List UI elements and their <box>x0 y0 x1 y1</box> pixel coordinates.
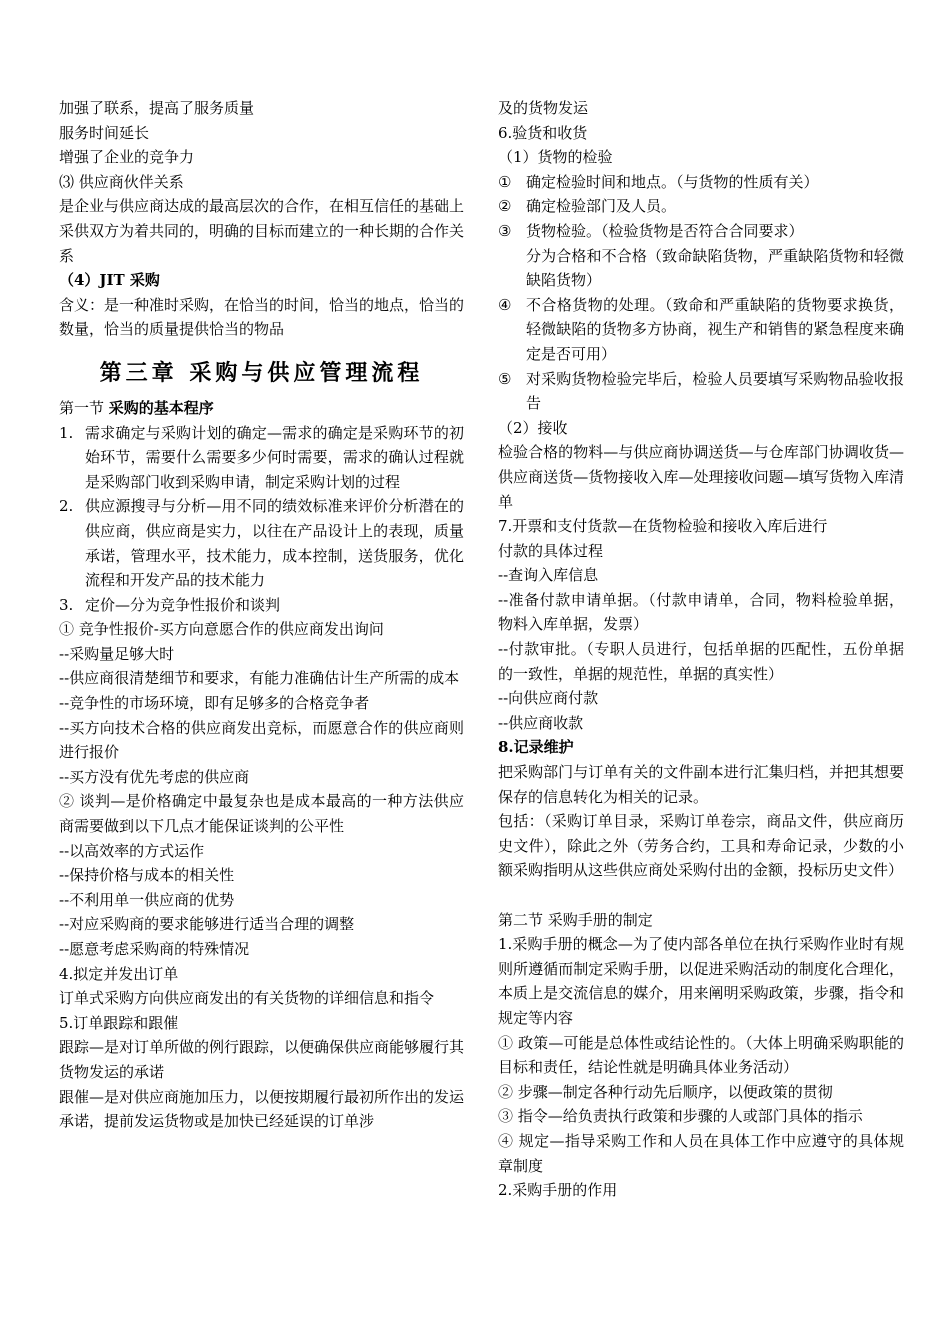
inspection-item <box>498 194 904 219</box>
text-line: ⑶ 供应商伙伴关系 <box>59 172 184 191</box>
item-text: 需求确定与采购计划的确定—需求的确定是采购环节的初始环节，需要什么需要多少何时需要，需求的确认过程就是采购部门收到采购申请，制定采购计划的过程 <box>85 423 464 491</box>
text-line: （2）接收 <box>498 418 568 437</box>
numbered-item <box>59 494 464 592</box>
text-line: 2.采购手册的作用 <box>498 1181 618 1200</box>
text-line: --采购量足够大时 <box>59 644 175 663</box>
text-line: ① 政策—可能是总体性或结论性的。（大体上明确采购职能的目标和责任，结论性就是明确具体业务活动） <box>498 1033 904 1077</box>
item-text: 对采购货物检验完毕后，检验人员要填写采购物品验收报告 <box>526 369 904 413</box>
text-line: 跟催—是对供应商施加压力，以便按期履行最初所作出的发运承诺，提前发运货物或是加快已经延误的订单涉 <box>59 1087 465 1131</box>
text-line: 增强了企业的竞争力 <box>59 148 195 167</box>
text-line: --竞争性的市场环境，即有足够多的合格竞争者 <box>59 694 370 713</box>
item-number: ② <box>498 197 512 216</box>
spacer <box>498 883 904 908</box>
text-line: --以高效率的方式运作 <box>59 841 205 860</box>
text-line: 5.订单跟踪和跟催 <box>59 1013 179 1032</box>
inspection-subtext: 分为合格和不合格（致命缺陷货物，严重缺陷货物和轻微缺陷货物） <box>526 246 904 290</box>
text-line: --供应商收款 <box>498 713 584 732</box>
text-line: 包括：（采购订单目录，采购订单卷宗，商品文件，供应商历史文件），除此之外（劳务合约，工具和寿命记录，少数的小额采购指明从这些供应商处采购付出的金额，投标历史文件） <box>498 812 904 880</box>
section-heading <box>59 396 464 421</box>
text-line: 检验合格的物料—与供应商协调送货—与仓库部门协调收货—供应商送货—货物接收入库—处理接收问题—填写货物入库清单 <box>498 443 904 511</box>
text-line: --供应商很清楚细节和要求，有能力准确估计生产所需的成本 <box>59 669 460 688</box>
text-line: 跟踪—是对订单所做的例行跟踪，以便确保供应商能够履行其货物发运的承诺 <box>59 1038 465 1081</box>
item-text: 确定检验部门及人员。 <box>526 197 677 216</box>
text-line: 把采购部门与订单有关的文件副本进行汇集归档，并把其想要保存的信息转化为相关的记录。 <box>498 763 904 806</box>
section-title: 采购的基本程序 <box>108 398 214 417</box>
inspection-item <box>498 219 904 244</box>
item-number: 3. <box>59 595 74 614</box>
text-line: ④ 规定—指导采购工作和人员在具体工作中应遵守的具体规章制度 <box>498 1131 904 1175</box>
numbered-item <box>59 593 464 618</box>
item-text: 供应源搜寻与分析—用不同的绩效标准来评价分析潜在的供应商，供应商是实力，以往在产品设计上的表现，质量承诺，管理水平，技术能力，成本控制，送货服务，优化流程和开发产品的技术能力 <box>85 497 464 590</box>
text-line: --买方没有优先考虑的供应商 <box>59 767 250 786</box>
text-line: 服务时间延长 <box>59 123 150 142</box>
text-line: --买方向技术合格的供应商发出竞标，而愿意合作的供应商则进行报价 <box>59 718 464 762</box>
item-number: 2. <box>59 497 74 516</box>
text-line: ② 步骤—制定各种行动先后顺序，以便政策的贯彻 <box>498 1082 833 1101</box>
text-line: 6.验货和收货 <box>498 123 588 142</box>
item-number: ④ <box>498 295 512 314</box>
text-line: 4.拟定并发出订单 <box>59 964 179 983</box>
text-line: --对应采购商的要求能够进行适当合理的调整 <box>59 915 355 934</box>
paragraph: 是企业与供应商达成的最高层次的合作，在相互信任的基础上采供双方为着共同的，明确的目标而建立的一种长期的合作关系 <box>59 197 465 265</box>
text-line: --不利用单一供应商的优势 <box>59 890 235 909</box>
inspection-item <box>498 170 904 195</box>
left-column <box>59 96 464 1134</box>
inspection-item <box>498 293 904 367</box>
text-line: 7.开票和支付货款—在货物检验和接收入库后进行 <box>498 517 828 536</box>
text-line: --查询入库信息 <box>498 566 599 585</box>
item-number: ① <box>498 172 512 191</box>
text-line: ③ 指令—给负责执行政策和步骤的人或部门具体的指示 <box>498 1107 863 1126</box>
text-line: （1）货物的检验 <box>498 148 613 167</box>
text-line: 加强了联系，提高了服务质量 <box>59 99 255 117</box>
numbered-item <box>59 421 464 495</box>
text-line: ① 竞争性报价-买方向意愿合作的供应商发出询问 <box>59 620 384 639</box>
text-line: --愿意考虑采购商的特殊情况 <box>59 940 250 958</box>
text-line: 及的货物发运 <box>498 99 589 117</box>
section-heading: 第二节 采购手册的制定 <box>498 910 653 929</box>
text-line: --向供应商付款 <box>498 689 599 708</box>
text-line: ② 谈判—是价格确定中最复杂也是成本最高的一种方法供应商需要做到以下几点才能保证谈判的公平性 <box>59 792 464 836</box>
text-line: --付款审批。（专职人员进行，包括单据的匹配性，五份单据的一致性，单据的规范性，单据的真实性） <box>498 640 904 683</box>
jit-heading: （4）JIT 采购 <box>59 271 160 290</box>
item-number: 1. <box>59 423 74 442</box>
text-line: 1.采购手册的概念—为了使内部各单位在执行采购作业时有规则所遵循而制定采购手册，以促进采购活动的制度化合理化，本质上是交流信息的媒介，用来阐明采购政策，步骤，指令和规定等内容 <box>498 935 904 1027</box>
text-line: --保持价格与成本的相关性 <box>59 866 235 885</box>
chapter-title: 第三章 采购与供应管理流程 <box>99 359 424 386</box>
item-text: 不合格货物的处理。（致命和严重缺陷的货物要求换货，轻微缺陷的货物多方协商，视生产和销售的紧急程度来确定是否可用） <box>526 295 904 363</box>
text-line: 付款的具体过程 <box>498 541 604 560</box>
item-text: 定价—分为竞争性报价和谈判 <box>85 595 281 614</box>
inspection-item <box>498 367 904 416</box>
item-text: 货物检验。（检验货物是否符合合同要求） <box>526 221 804 240</box>
item-number: ③ <box>498 221 512 240</box>
section-prefix: 第一节 <box>59 398 109 417</box>
right-column <box>498 96 904 1203</box>
jit-definition: 含义：是一种准时采购，在恰当的时间，恰当的地点，恰当的数量，恰当的质量提供恰当的物品 <box>59 295 465 339</box>
text-line: 订单式采购方向供应商发出的有关货物的详细信息和指令 <box>59 989 435 1008</box>
text-line: --准备付款申请单据。（付款申请单，合同，物料检验单据，物料入库单据，发票） <box>498 590 904 634</box>
record-heading: 8.记录维护 <box>498 738 574 757</box>
item-number: ⑤ <box>498 369 512 388</box>
item-text: 确定检验时间和地点。（与货物的性质有关） <box>526 172 819 191</box>
